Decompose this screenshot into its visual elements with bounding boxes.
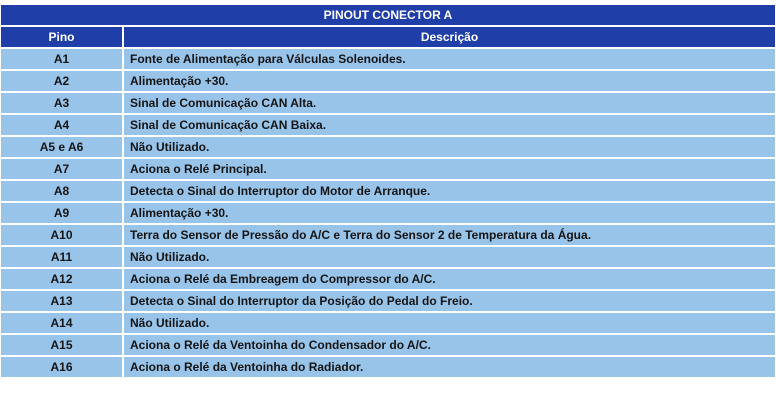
pin-cell: A14 <box>1 313 124 333</box>
pin-cell: A5 e A6 <box>1 137 124 157</box>
description-cell: Fonte de Alimentação para Válculas Solenoides. <box>124 49 775 69</box>
pin-cell: A7 <box>1 159 124 179</box>
description-cell: Aciona o Relé da Ventoinha do Radiador. <box>124 357 775 377</box>
description-cell: Alimentação +30. <box>124 203 775 223</box>
table-row <box>1 269 775 289</box>
description-cell: Não Utilizado. <box>124 247 775 267</box>
pin-cell: A10 <box>1 225 124 245</box>
table-row <box>1 115 775 135</box>
pinout-table <box>1 3 775 379</box>
table-body <box>1 49 775 377</box>
pin-cell: A8 <box>1 181 124 201</box>
table-row <box>1 335 775 355</box>
table-title: PINOUT CONECTOR A <box>1 5 775 25</box>
description-cell: Aciona o Relé da Embreagem do Compressor do A/C. <box>124 269 775 289</box>
pin-cell: A11 <box>1 247 124 267</box>
description-cell: Terra do Sensor de Pressão do A/C e Terra do Sensor 2 de Temperatura da Água. <box>124 225 775 245</box>
pin-cell: A12 <box>1 269 124 289</box>
pin-cell: A9 <box>1 203 124 223</box>
table-row <box>1 71 775 91</box>
table-row <box>1 357 775 377</box>
pin-cell: A2 <box>1 71 124 91</box>
pin-cell: A15 <box>1 335 124 355</box>
table-row <box>1 181 775 201</box>
description-cell: Não Utilizado. <box>124 313 775 333</box>
description-cell: Não Utilizado. <box>124 137 775 157</box>
table-row <box>1 93 775 113</box>
header-description: Descrição <box>124 27 775 47</box>
table-row <box>1 247 775 267</box>
table-row <box>1 313 775 333</box>
pinout-table-container <box>1 0 775 379</box>
pin-cell: A16 <box>1 357 124 377</box>
table-header-row <box>1 27 775 47</box>
table-row <box>1 203 775 223</box>
header-pin: Pino <box>1 27 124 47</box>
description-cell: Alimentação +30. <box>124 71 775 91</box>
table-title-row <box>1 5 775 25</box>
table-row <box>1 225 775 245</box>
pin-cell: A1 <box>1 49 124 69</box>
pin-cell: A13 <box>1 291 124 311</box>
table-row <box>1 291 775 311</box>
table-row <box>1 159 775 179</box>
pin-cell: A4 <box>1 115 124 135</box>
table-row <box>1 137 775 157</box>
description-cell: Sinal de Comunicação CAN Baixa. <box>124 115 775 135</box>
description-cell: Detecta o Sinal do Interruptor do Motor de Arranque. <box>124 181 775 201</box>
pin-cell: A3 <box>1 93 124 113</box>
description-cell: Aciona o Relé Principal. <box>124 159 775 179</box>
description-cell: Sinal de Comunicação CAN Alta. <box>124 93 775 113</box>
description-cell: Aciona o Relé da Ventoinha do Condensador do A/C. <box>124 335 775 355</box>
description-cell: Detecta o Sinal do Interruptor da Posição do Pedal do Freio. <box>124 291 775 311</box>
table-row <box>1 49 775 69</box>
